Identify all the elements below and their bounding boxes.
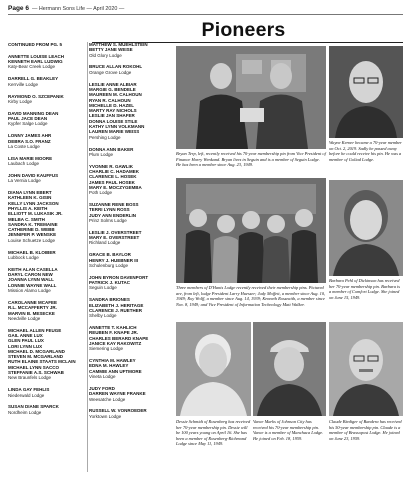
names-column-2 xyxy=(89,42,171,426)
pioneer-entry xyxy=(89,64,171,75)
pioneer-entry xyxy=(89,147,171,158)
pioneer-names: DONNA ANN BAKER xyxy=(89,146,134,152)
lodge-name: Old Glory Lodge xyxy=(89,52,122,58)
lodge-name: Kypfer Salge Lodge xyxy=(8,121,48,127)
pioneer-names: LESLIE J. OVERSTREET MARY E. OVERSTREET xyxy=(89,229,142,241)
caption-vance-marks: Vance Marks of Johnson City has received his 70-year membership pin. Vance is a member of Manchaca Lodge. He joined on Feb. 18, 1959. xyxy=(253,419,324,441)
pioneer-entry xyxy=(8,94,88,105)
pioneer-names: MICHAEL B. KLOIBER xyxy=(8,249,56,255)
pioneer-names: KEITH ALAN CASELLA DARYL CARON NEW JOANNA LYNN WALL LONNIE WAYNE WALL xyxy=(8,266,58,288)
pioneer-entry xyxy=(89,252,171,268)
lodge-name: Seguin Lodge xyxy=(89,285,117,291)
pioneer-entry xyxy=(8,54,88,70)
pioneer-names: ANNETTE LOUISE LEACH KENNETH EARL LUDWIG xyxy=(8,53,65,65)
pioneer-entry xyxy=(89,358,171,379)
pioneer-entry xyxy=(89,202,171,223)
caption-wayne-kerner: Wayne Kerner became a 70-year member on Oct. 2, 2019. Sadly he passed away before he could receive his pin. He was a member of Goliad Lodge. xyxy=(329,140,402,162)
photo-dhanis-group-image xyxy=(176,178,326,283)
photo-barbara-pehl-image xyxy=(329,180,403,276)
pioneer-names: SANDRA BRIONES ELIZABETH J. HERITAGE CLARENCE J. RUETHER xyxy=(89,297,144,313)
lodge-name: Richland Lodge xyxy=(89,240,121,246)
pioneer-entry xyxy=(89,325,171,351)
pioneer-names: LISA MARIE MOORE xyxy=(8,155,53,161)
pioneer-names: BRUCE ALLAN ROKOHL xyxy=(89,64,143,70)
pioneer-entry xyxy=(89,164,171,196)
pioneer-entry xyxy=(89,42,171,58)
photo-wayne-kerner xyxy=(329,46,403,138)
pioneer-entry xyxy=(8,76,88,87)
photo-dessie-schmidt xyxy=(176,322,251,416)
photo-claude-biediger xyxy=(329,322,403,416)
pioneer-entry xyxy=(8,111,88,127)
pioneer-entry xyxy=(89,386,171,402)
page-number: Page 6 xyxy=(8,5,29,12)
pioneer-entry xyxy=(89,275,171,291)
names-column-1 xyxy=(8,42,88,422)
lodge-name: Kirby Lodge xyxy=(8,98,33,104)
pioneer-names: ANNETTE T. KAHLICH REUBEN F. KNAPE JR. CHARLES BERARD KNAPE JANICE KAY RAKOWITZ xyxy=(89,325,149,346)
pioneer-names: LESLIE ANNE ALBIAR MARGIE G. BENDELE MAUREEN M. CALHOUN RYAN R. CALHOUN MICHELLE D. HAZEL MARTY RAY NICHOLS LESLIE JAN SHAFER DONNA LOUISE STILE KATHY LYNN VOLKMANN LAUREN MARIE WEISS xyxy=(89,81,145,135)
lodge-name: Yorktown Lodge xyxy=(89,413,122,419)
photo-barbara-pehl xyxy=(329,180,403,276)
lodge-name: La Coste Lodge xyxy=(8,143,40,149)
pioneer-entry xyxy=(8,267,88,293)
pioneer-names: JOHN DAVID KAUFFUS xyxy=(8,172,59,178)
lodge-name: Louise Schuetze Lodge xyxy=(8,237,56,243)
pioneer-names: DIANA LYNN EBERT KATHLEEN K. GISIN KELLY LYNN JACKSON PHYLLIS A. KEITH ELLIOTT M. LUKASIK JR. MELBA C. SMITH SANDRA K. TREMAINE CATHERINE D. WEBB JENNIFER P. WENSKE xyxy=(8,190,63,238)
pioneer-names: CONTINUED FROM PG. 5 xyxy=(8,42,63,47)
lodge-name: Schulenburg Lodge xyxy=(89,262,129,268)
pioneer-names: RUSSELL W. VONROEDER xyxy=(89,408,147,414)
lodge-name: Nordheim Lodge xyxy=(8,409,42,415)
photo-claude-biediger-image xyxy=(329,322,403,416)
lodge-name: Needville Lodge xyxy=(8,315,41,321)
lodge-name: La Vernia Lodge xyxy=(8,178,41,184)
pioneer-entry xyxy=(89,82,171,140)
photo-dessie-schmidt-image xyxy=(176,322,251,416)
pioneer-entry xyxy=(8,387,88,398)
pioneer-entry xyxy=(8,250,88,261)
lodge-name: Mission Alamo Lodge xyxy=(8,288,51,294)
lodge-name: Siemering Lodge xyxy=(89,346,124,352)
pioneer-names: CAROLANNE MCAFEE R.L. MCCAFFERTY JR. MARVIN B. MESECKE xyxy=(8,299,57,316)
pioneer-names: RAYMOND O. SZCEPANIK xyxy=(8,93,64,99)
page-header xyxy=(8,3,403,15)
lodge-name: Pershing Lodge xyxy=(89,134,121,140)
photo-bryan-terp xyxy=(176,46,326,149)
lodge-name: New Braunfels Lodge xyxy=(8,375,52,381)
caption-dessie-schmidt: Dessie Schmidt of Rosenberg has received her 70-year membership pin. Dessie will be 100 years young on April 16. She has been a member of Rosenberg-Richmond Lodge since May 11, 1949. xyxy=(176,419,251,446)
pioneer-entry xyxy=(8,156,88,167)
pioneer-names: SUZANNE RENE BOSS TERRI LYNN ROSS JUDY ANN ENDERLIN xyxy=(89,202,139,218)
pioneer-names: LONNY JAMES AHR DEBRA S.O. FRANZ xyxy=(8,133,52,144)
photo-vance-marks xyxy=(253,322,326,416)
lodge-name: Prinz Solms Lodge xyxy=(89,217,127,223)
pioneer-names: GRACE B. BAYLOR HENRY J. HUEBNER III xyxy=(89,252,139,263)
pioneer-names: LINDA GAY FEHLIS xyxy=(8,387,50,393)
photo-vance-marks-image xyxy=(253,322,326,416)
pioneer-names: MICHAEL ALLEN FEUGE GAIL ANNE LUX GLEN PAUL LUX LORI LYNN LUX MICHAEL D. MCGARLAND STEVEN M. MCGARLAND RUTH ELAINE STAATS MCLAIN MICHAEL LYNN SACCO STEFFANIE A.S. SCHWAB xyxy=(8,327,76,376)
lodge-name: Vineta Lodge xyxy=(89,374,116,380)
pioneer-entry xyxy=(8,42,88,47)
pioneer-names: MATTHEW S. MUEHLSTEIN BETTY JANE WEISE xyxy=(89,42,148,53)
lodge-name: Katy-Bear Creek Lodge xyxy=(8,64,56,70)
lodge-name: Niederwald Lodge xyxy=(8,392,45,398)
pioneer-entry xyxy=(89,297,171,318)
lodge-name: Laubach Lodge xyxy=(8,161,40,167)
publication-line: — Hermann Sons Life — April 2020 — xyxy=(31,5,125,12)
pioneer-entry xyxy=(89,408,171,419)
pioneer-entry xyxy=(8,404,88,415)
caption-dhanis-group: Three members of D'Hanis Lodge recently received their membership pins. Pictured are, from left, lodge President Larry Huesser; Judy Moffett, a member since Aug. 10, 1949; Roy Wolff, a member since Aug. 14, 1939; Kenneth Rosseaith, a member since Nov. 8, 1949; and Vice President of Information Technology Matt Walker. xyxy=(176,285,326,307)
photo-bryan-terp-image xyxy=(176,46,326,149)
caption-bryan-terp: Bryan Terp, left, recently received his 70-year membership pin from Vice President of Finance Harry Wenkand. Bryan lives in Seguin and is a member of Seguin Lodge. He has been a member since Aug. 23, 1949. xyxy=(176,151,326,167)
caption-claude-biediger: Claude Biediger of Bandera has received his 50-year membership pin. Claude is a member of Brassopost Lodge. He joined on June 23, 1959. xyxy=(329,419,402,441)
pioneer-entry xyxy=(8,328,88,381)
pioneer-names: DARRELL G. BEAKLEY xyxy=(8,76,59,82)
pioneer-names: CYNTHIA M. HAWLEY EDNA M. HAWLEY CAMMIE ANN UFTMORE xyxy=(89,358,142,374)
pioneer-entry xyxy=(8,300,88,321)
pioneer-entry xyxy=(8,173,88,184)
pioneer-entry xyxy=(8,190,88,243)
page-title: Pioneers xyxy=(201,19,286,41)
pioneer-names: JOHN BYRON DAVENPORT PATRICK J. KUTAC xyxy=(89,274,149,286)
lodge-name: Weesatche Lodge xyxy=(89,396,126,402)
lodge-name: Shelby Lodge xyxy=(89,313,117,319)
pioneer-names: YVONNE R. GAWLIK CHARLIE C. HADAMEK CLARENCE L. HOSEK JAMES PAUL HOSEK MARY E. MOCZYGEMBA xyxy=(89,163,142,190)
lodge-name: Kerrville Lodge xyxy=(8,81,39,87)
pioneer-names: JUDY FORD DARREN WAYNE FRANKE xyxy=(89,385,146,397)
pioneer-names: SUSAN DIANE SPARCK xyxy=(8,404,59,410)
pioneer-entry xyxy=(8,133,88,149)
lodge-name: Poth Lodge xyxy=(89,190,113,196)
pioneer-names: DAVID MANNING DEAN PAUL JACE DEAN xyxy=(8,110,59,122)
caption-barbara-pehl: Barbara Pehl of Dickinson has received her 70-year membership pin. Barbara is a member of Comfort Lodge. She joined on June 15, 1949. xyxy=(329,278,400,300)
lodge-name: Orange Grove Lodge xyxy=(89,69,132,75)
photo-wayne-kerner-image xyxy=(329,46,403,138)
lodge-name: Lubbock Lodge xyxy=(8,254,39,260)
pioneer-entry xyxy=(89,230,171,246)
lodge-name: Plum Lodge xyxy=(89,151,114,157)
photo-dhanis-group xyxy=(176,178,326,283)
